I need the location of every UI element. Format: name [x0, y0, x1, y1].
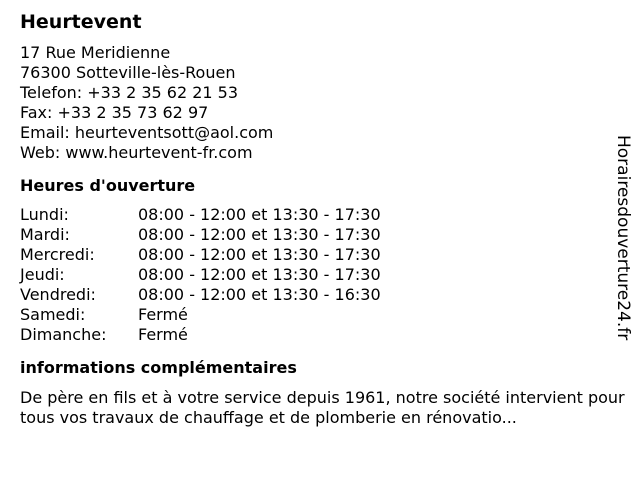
hours-row-lundi [20, 205, 620, 225]
day-label: Jeudi: [20, 265, 65, 284]
additional-info-text: De père en fils et à votre service depuis 1961, notre société intervient pour tous vos travaux de chauffage et de plomberie en rénovatio... [20, 388, 625, 427]
additional-info-heading: informations complémentaires [20, 358, 297, 377]
time-value: 08:00 - 12:00 et 13:30 - 16:30 [138, 285, 381, 304]
web-line: Web: www.heurtevent-fr.com [20, 143, 253, 162]
site-watermark [612, 135, 634, 370]
watermark-text: Horairesdouverture24.fr [613, 135, 633, 341]
hours-row-samedi [20, 305, 620, 325]
address-line: 17 Rue Meridienne [20, 43, 171, 62]
contact-block [20, 43, 620, 163]
hours-row-vendredi [20, 285, 620, 305]
business-name: Heurtevent [20, 11, 142, 33]
time-value: Fermé [138, 305, 188, 324]
time-value: 08:00 - 12:00 et 13:30 - 17:30 [138, 205, 381, 224]
hours-row-dimanche [20, 325, 620, 345]
opening-hours-heading: Heures d'ouverture [20, 176, 196, 195]
time-value: 08:00 - 12:00 et 13:30 - 17:30 [138, 265, 381, 284]
day-label: Vendredi: [20, 285, 96, 304]
opening-hours-table [20, 205, 620, 345]
fax-line: Fax: +33 2 35 73 62 97 [20, 103, 209, 122]
email-line: Email: heurteventsott@aol.com [20, 123, 274, 142]
time-value: Fermé [138, 325, 188, 344]
day-label: Mercredi: [20, 245, 95, 264]
day-label: Lundi: [20, 205, 69, 224]
time-value: 08:00 - 12:00 et 13:30 - 17:30 [138, 225, 381, 244]
hours-row-mardi [20, 225, 620, 245]
city-line: 76300 Sotteville-lès-Rouen [20, 63, 236, 82]
hours-row-mercredi [20, 245, 620, 265]
phone-line: Telefon: +33 2 35 62 21 53 [20, 83, 239, 102]
time-value: 08:00 - 12:00 et 13:30 - 17:30 [138, 245, 381, 264]
hours-row-jeudi [20, 265, 620, 285]
day-label: Dimanche: [20, 325, 107, 344]
day-label: Mardi: [20, 225, 70, 244]
day-label: Samedi: [20, 305, 86, 324]
